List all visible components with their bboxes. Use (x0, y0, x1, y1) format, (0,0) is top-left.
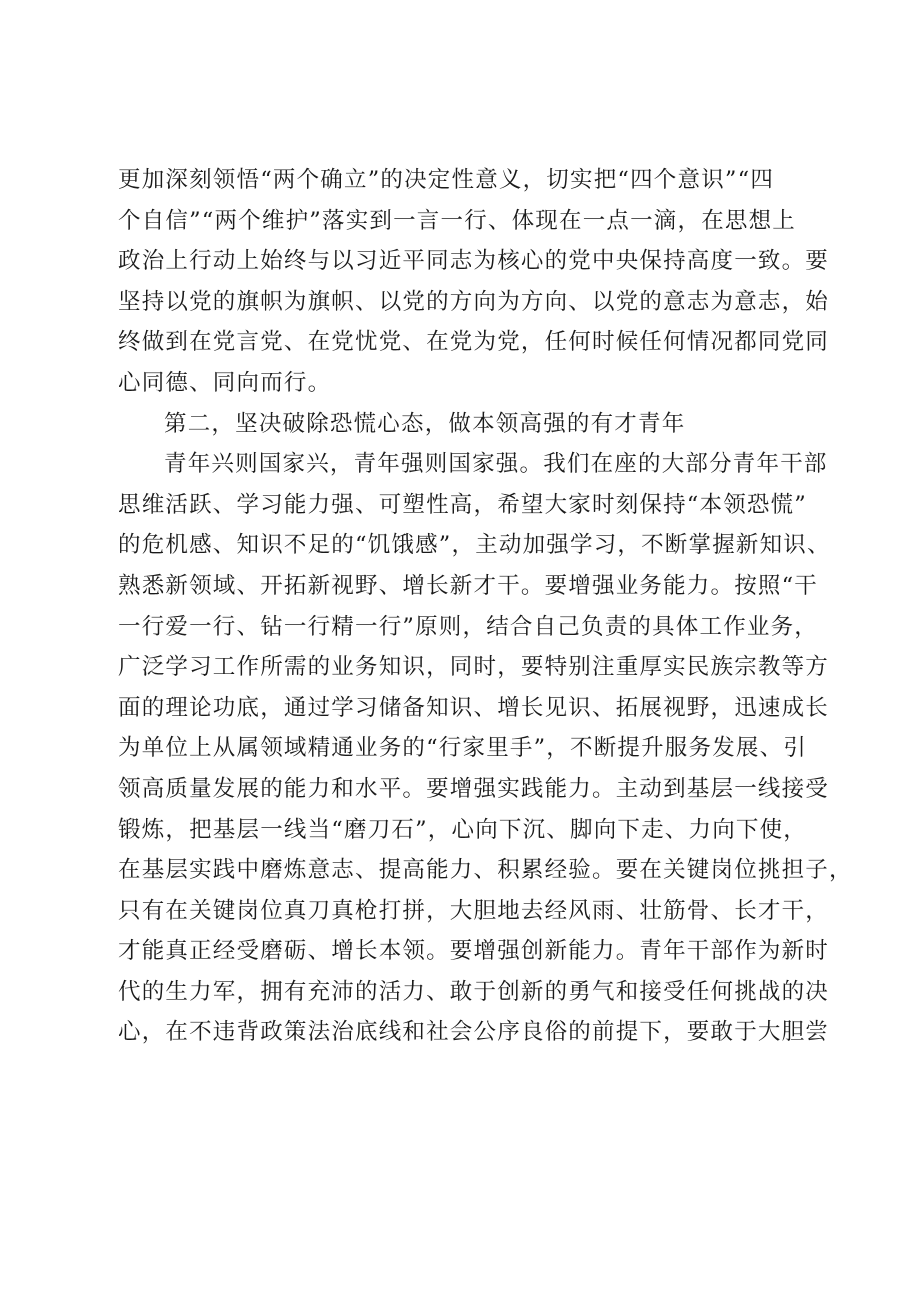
text-line: 广泛学习工作所需的业务知识，同时，要特别注重厚实民族宗教等方 (118, 654, 830, 681)
text-line: 终做到在党言党、在党忧党、在党为党，任何时候任何情况都同党同 (118, 329, 830, 356)
text-line: 面的理论功底，通过学习储备知识、增长见识、拓展视野，迅速成长 (118, 694, 830, 721)
text-line: 只有在关键岗位真刀真枪打拼，大胆地去经风雨、壮筋骨、长才干， (118, 897, 830, 924)
text-line: 更加深刻领悟“两个确立”的决定性意义，切实把“四个意识”“四 (118, 167, 775, 193)
text-line: 政治上行动上始终与以习近平同志为核心的党中央保持高度一致。要 (118, 248, 830, 275)
text-line: 青年兴则国家兴，青年强则国家强。我们在座的大部分青年干部 (164, 451, 828, 478)
text-line: 领高质量发展的能力和水平。要增强实践能力。主动到基层一线接受 (118, 775, 830, 802)
text-line: 熟悉新领域、开拓新视野、增长新才干。要增强业务能力。按照“干 (118, 572, 819, 599)
document-body-text (118, 160, 853, 1053)
section-heading: 第二，坚决破除恐慌心态，做本领高强的有才青年 (164, 410, 686, 437)
text-line: 坚持以党的旗帜为旗帜、以党的方向为方向、以党的意志为意志，始 (118, 288, 830, 315)
text-line: 心同德、同向而行。 (118, 369, 332, 396)
text-line: 一行爱一行、钻一行精一行”原则，结合自己负责的具体工作业务， (118, 613, 819, 640)
text-line: 在基层实践中磨炼意志、提高能力、积累经验。要在关键岗位挑担子， (118, 857, 853, 884)
text-line: 才能真正经受磨砺、增长本领。要增强创新能力。青年干部作为新时 (118, 938, 830, 965)
text-line: 个自信”“两个维护”落实到一言一行、体现在一点一滴，在思想上 (118, 207, 797, 234)
text-line: 的危机感、知识不足的“饥饿感”，主动加强学习，不断掌握新知识、 (118, 532, 831, 559)
text-line: 思维活跃、学习能力强、可塑性高，希望大家时刻保持“本领恐慌” (118, 491, 808, 518)
text-line: 为单位上从属领域精通业务的“行家里手”，不断提升服务发展、引 (118, 735, 808, 762)
text-line: 锻炼，把基层一线当“磨刀石”，心向下沉、脚向下走、力向下使， (118, 816, 808, 843)
text-line: 代的生力军，拥有充沛的活力、敢于创新的勇气和接受任何挑战的决 (118, 978, 830, 1005)
text-line: 心，在不违背政策法治底线和社会公序良俗的前提下，要敢于大胆尝 (118, 1019, 830, 1046)
